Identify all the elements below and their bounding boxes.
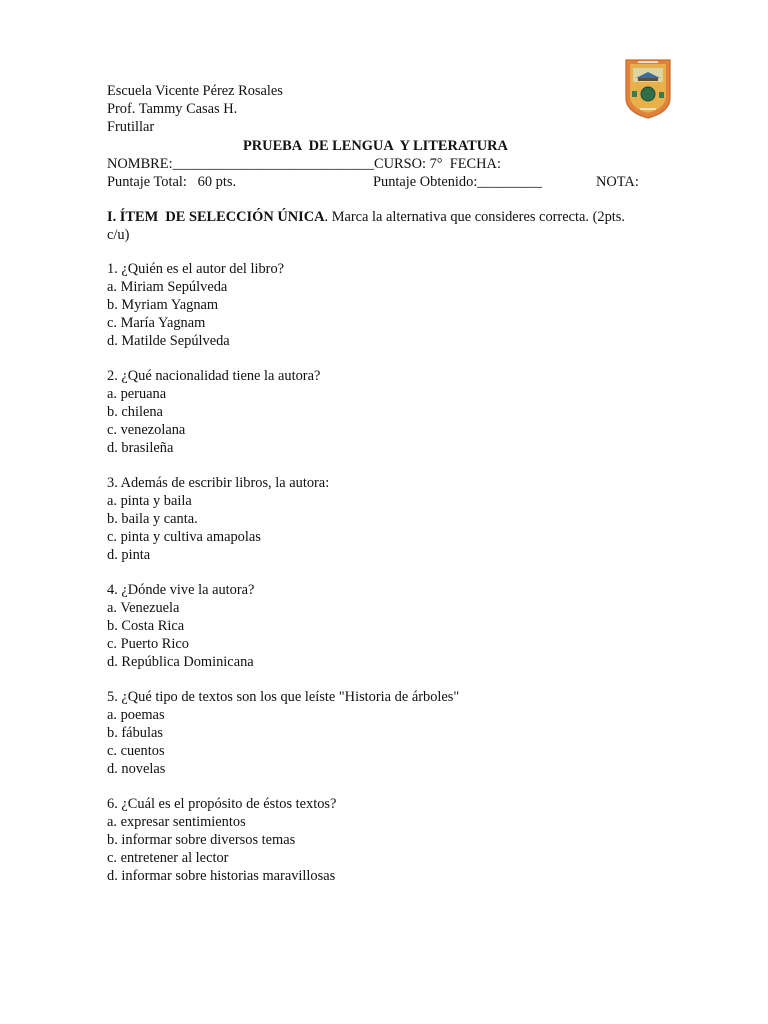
option-a: a. expresar sentimientos	[107, 813, 246, 830]
student-info-line: NOMBRE:____________________________CURSO: 7° FECHA:	[107, 156, 501, 172]
section-heading-line	[107, 208, 625, 226]
obtained-score: Puntaje Obtenido:_________	[373, 174, 543, 190]
school-crest-logo	[624, 58, 672, 120]
question-5	[107, 689, 459, 779]
section-heading: I. ÍTEM DE SELECCIÓN ÚNICA	[107, 209, 325, 225]
school-name: Escuela Vicente Pérez Rosales	[107, 83, 283, 99]
option-c: c. entretener al lector	[107, 849, 229, 866]
option-a: a. peruana	[107, 385, 167, 402]
question-2	[107, 368, 320, 458]
option-a: a. poemas	[107, 706, 165, 723]
grade-label: NOTA:	[596, 174, 639, 190]
question-text: 2. ¿Qué nacionalidad tiene la autora?	[107, 368, 321, 384]
option-d: d. Matilde Sepúlveda	[107, 332, 230, 349]
question-text: 1. ¿Quién es el autor del libro?	[107, 261, 285, 277]
option-b: b. baila y canta.	[107, 510, 198, 527]
option-a: a. Miriam Sepúlveda	[107, 278, 228, 295]
option-d: d. informar sobre historias maravillosas	[107, 867, 336, 884]
option-d: d. República Dominicana	[107, 653, 254, 670]
exam-title: PRUEBA DE LENGUA Y LITERATURA	[243, 138, 508, 154]
option-b: b. Costa Rica	[107, 617, 185, 634]
teacher-name: Prof. Tammy Casas H.	[107, 101, 238, 117]
option-c: c. pinta y cultiva amapolas	[107, 528, 261, 545]
total-score: Puntaje Total: 60 pts.	[107, 174, 237, 190]
question-text: 4. ¿Dónde vive la autora?	[107, 582, 255, 598]
option-c: c. cuentos	[107, 742, 165, 759]
option-b: b. informar sobre diversos temas	[107, 831, 296, 848]
option-a: a. pinta y baila	[107, 492, 192, 509]
section-instruction: . Marca la alternativa que consideres correcta. (2pts.	[324, 209, 625, 225]
question-text: 6. ¿Cuál es el propósito de éstos textos?	[107, 796, 337, 812]
section-instruction-cont: c/u)	[107, 227, 130, 243]
option-b: b. Myriam Yagnam	[107, 296, 219, 313]
option-c: c. venezolana	[107, 421, 186, 438]
town-name: Frutillar	[107, 119, 155, 135]
question-4	[107, 582, 254, 672]
question-1	[107, 261, 284, 351]
question-3	[107, 475, 329, 565]
option-a: a. Venezuela	[107, 599, 180, 616]
option-d: d. brasileña	[107, 439, 174, 456]
option-c: c. Puerto Rico	[107, 635, 189, 652]
question-text: 5. ¿Qué tipo de textos son los que leíste "Historia de árboles"	[107, 689, 460, 705]
option-c: c. María Yagnam	[107, 314, 206, 331]
question-text: 3. Además de escribir libros, la autora:	[107, 475, 330, 491]
option-b: b. fábulas	[107, 724, 163, 741]
option-b: b. chilena	[107, 403, 163, 420]
option-d: d. novelas	[107, 760, 166, 777]
option-d: d. pinta	[107, 546, 151, 563]
question-6	[107, 796, 336, 886]
